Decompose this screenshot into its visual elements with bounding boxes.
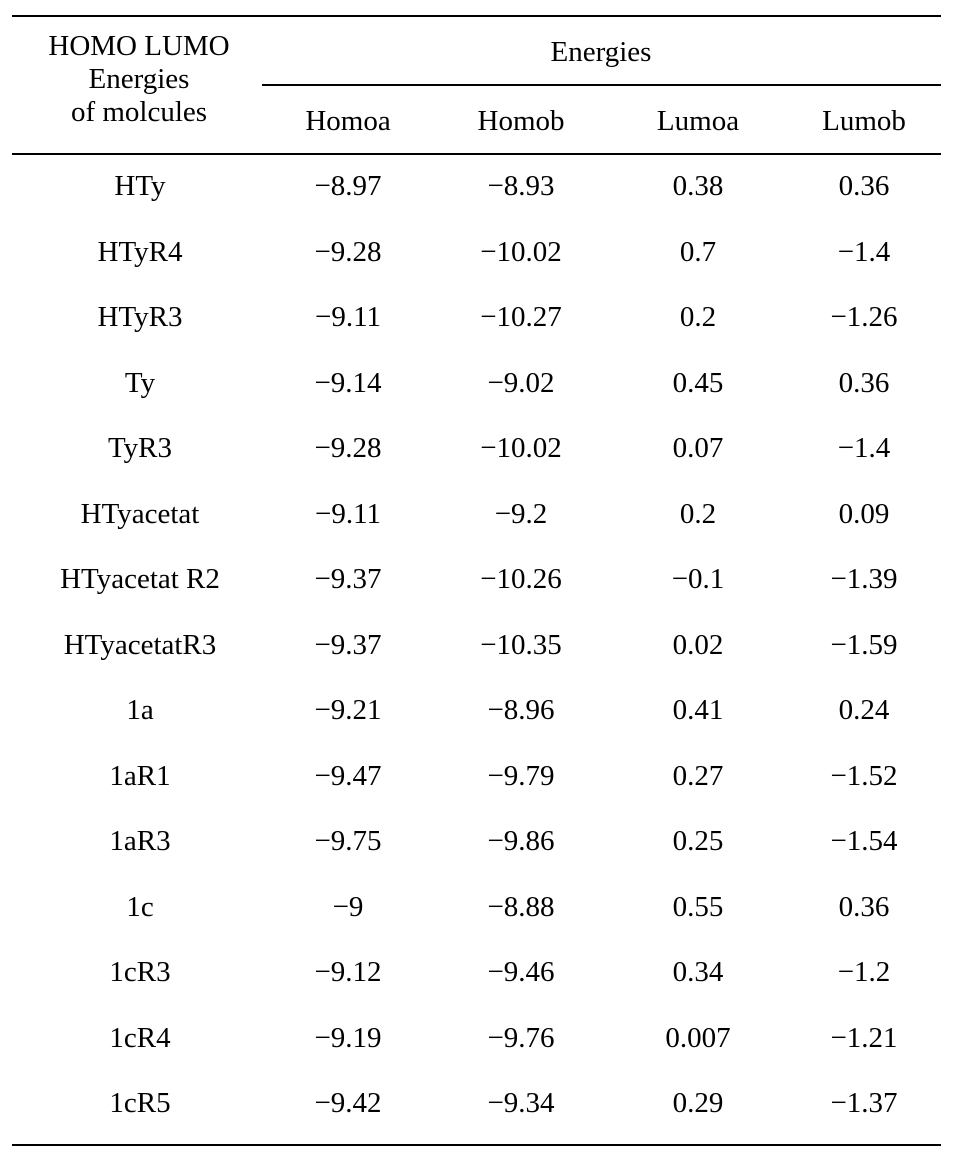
stub-header-line: HOMO LUMO bbox=[48, 30, 230, 62]
column-header-lumob: Lumob bbox=[822, 105, 906, 137]
homoa-cell: −8.97 bbox=[314, 170, 382, 202]
table-row bbox=[0, 350, 959, 416]
homob-cell: −10.35 bbox=[480, 628, 562, 661]
homob-cell: −9.79 bbox=[487, 759, 555, 792]
lumob-cell: −1.21 bbox=[830, 1021, 898, 1054]
homoa-cell: −9.28 bbox=[314, 235, 382, 268]
lumoa-cell: 0.41 bbox=[672, 694, 724, 726]
lumoa-cell: 0.55 bbox=[672, 890, 724, 923]
homoa-cell: −9.14 bbox=[314, 366, 382, 399]
homoa-cell: −9.28 bbox=[314, 432, 382, 464]
lumoa-cell: 0.45 bbox=[672, 366, 724, 399]
molecule-cell: Ty bbox=[124, 366, 156, 399]
homoa-cell: −9.42 bbox=[314, 1087, 382, 1119]
lumob-cell: −1.26 bbox=[830, 301, 898, 333]
column-header-lumoa: Lumoa bbox=[656, 105, 740, 137]
table-row bbox=[0, 808, 959, 874]
lumob-cell: −1.39 bbox=[830, 563, 898, 595]
stub-header-line: Energies bbox=[88, 63, 190, 95]
lumoa-cell: 0.38 bbox=[672, 170, 724, 202]
group-header-rule bbox=[262, 84, 941, 86]
table-row bbox=[0, 481, 959, 547]
molecule-cell: 1c bbox=[126, 890, 154, 923]
lumob-cell: −1.4 bbox=[837, 432, 891, 464]
homob-cell: −10.02 bbox=[480, 235, 562, 268]
lumob-cell: 0.24 bbox=[838, 694, 890, 726]
lumoa-cell: 0.27 bbox=[672, 759, 724, 792]
molecule-cell: TyR3 bbox=[107, 432, 173, 464]
table-row bbox=[0, 415, 959, 481]
stub-header bbox=[20, 30, 258, 129]
molecule-cell: HTyacetat R2 bbox=[60, 563, 220, 595]
homob-cell: −9.46 bbox=[487, 956, 555, 988]
homoa-cell: −9.12 bbox=[314, 956, 382, 988]
lumoa-cell: 0.07 bbox=[672, 432, 724, 464]
molecule-cell: HTyacetatR3 bbox=[63, 628, 217, 661]
lumoa-cell: 0.02 bbox=[672, 628, 724, 661]
table-row bbox=[0, 1070, 959, 1136]
lumoa-cell: 0.29 bbox=[672, 1087, 724, 1119]
homoa-cell: −9.19 bbox=[314, 1021, 382, 1054]
table-row bbox=[0, 743, 959, 809]
homob-cell: −10.26 bbox=[480, 563, 562, 595]
molecule-cell: 1cR3 bbox=[109, 956, 171, 988]
table-row bbox=[0, 284, 959, 350]
top-rule bbox=[12, 15, 941, 17]
lumoa-cell: 0.007 bbox=[665, 1021, 731, 1054]
lumob-cell: 0.36 bbox=[838, 170, 890, 202]
lumoa-cell: 0.34 bbox=[672, 956, 724, 988]
lumoa-cell: 0.25 bbox=[672, 825, 724, 857]
table-row bbox=[0, 153, 959, 219]
molecule-cell: HTyacetat bbox=[80, 497, 200, 530]
bottom-rule bbox=[12, 1144, 941, 1146]
lumob-cell: −1.2 bbox=[837, 956, 891, 988]
homob-cell: −8.93 bbox=[487, 170, 555, 202]
lumob-cell: −1.59 bbox=[830, 628, 898, 661]
lumoa-cell: 0.2 bbox=[679, 497, 717, 530]
molecule-cell: 1aR3 bbox=[109, 825, 171, 857]
homoa-cell: −9.21 bbox=[314, 694, 382, 726]
molecule-cell: HTyR4 bbox=[97, 235, 183, 268]
molecule-cell: HTyR3 bbox=[97, 301, 183, 333]
lumob-cell: 0.36 bbox=[838, 890, 890, 923]
table-row bbox=[0, 677, 959, 743]
molecule-cell: HTy bbox=[114, 170, 166, 202]
table-row bbox=[0, 546, 959, 612]
homob-cell: −8.88 bbox=[487, 890, 555, 923]
homob-cell: −8.96 bbox=[487, 694, 555, 726]
lumob-cell: −1.54 bbox=[830, 825, 898, 857]
lumob-cell: 0.36 bbox=[838, 366, 890, 399]
homoa-cell: −9.47 bbox=[314, 759, 382, 792]
group-header: Energies bbox=[550, 36, 652, 68]
homob-cell: −10.02 bbox=[480, 432, 562, 464]
lumob-cell: −1.4 bbox=[837, 235, 891, 268]
homoa-cell: −9.75 bbox=[314, 825, 382, 857]
lumoa-cell: 0.2 bbox=[679, 301, 717, 333]
table-row bbox=[0, 1005, 959, 1071]
homob-cell: −9.86 bbox=[487, 825, 555, 857]
molecule-cell: 1cR5 bbox=[109, 1087, 171, 1119]
stub-header-line: of molcules bbox=[70, 96, 208, 128]
table-row bbox=[0, 939, 959, 1005]
lumoa-cell: −0.1 bbox=[671, 563, 725, 595]
table-row bbox=[0, 219, 959, 285]
molecule-cell: 1cR4 bbox=[109, 1021, 171, 1054]
homob-cell: −9.02 bbox=[487, 366, 555, 399]
table-row bbox=[0, 874, 959, 940]
lumob-cell: −1.37 bbox=[830, 1087, 898, 1119]
homob-cell: −10.27 bbox=[480, 301, 562, 333]
molecule-cell: 1aR1 bbox=[109, 759, 171, 792]
homob-cell: −9.76 bbox=[487, 1021, 555, 1054]
table-row bbox=[0, 612, 959, 678]
molecule-cell: 1a bbox=[126, 694, 154, 726]
homoa-cell: −9 bbox=[332, 890, 364, 923]
homoa-cell: −9.37 bbox=[314, 563, 382, 595]
lumob-cell: −1.52 bbox=[830, 759, 898, 792]
homoa-cell: −9.11 bbox=[314, 497, 382, 530]
column-header-homob: Homob bbox=[477, 105, 565, 137]
column-header-homoa: Homoa bbox=[305, 105, 391, 137]
lumoa-cell: 0.7 bbox=[679, 235, 717, 268]
homob-cell: −9.34 bbox=[487, 1087, 555, 1119]
lumob-cell: 0.09 bbox=[838, 497, 890, 530]
homoa-cell: −9.37 bbox=[314, 628, 382, 661]
homoa-cell: −9.11 bbox=[314, 301, 382, 333]
homob-cell: −9.2 bbox=[494, 497, 548, 530]
